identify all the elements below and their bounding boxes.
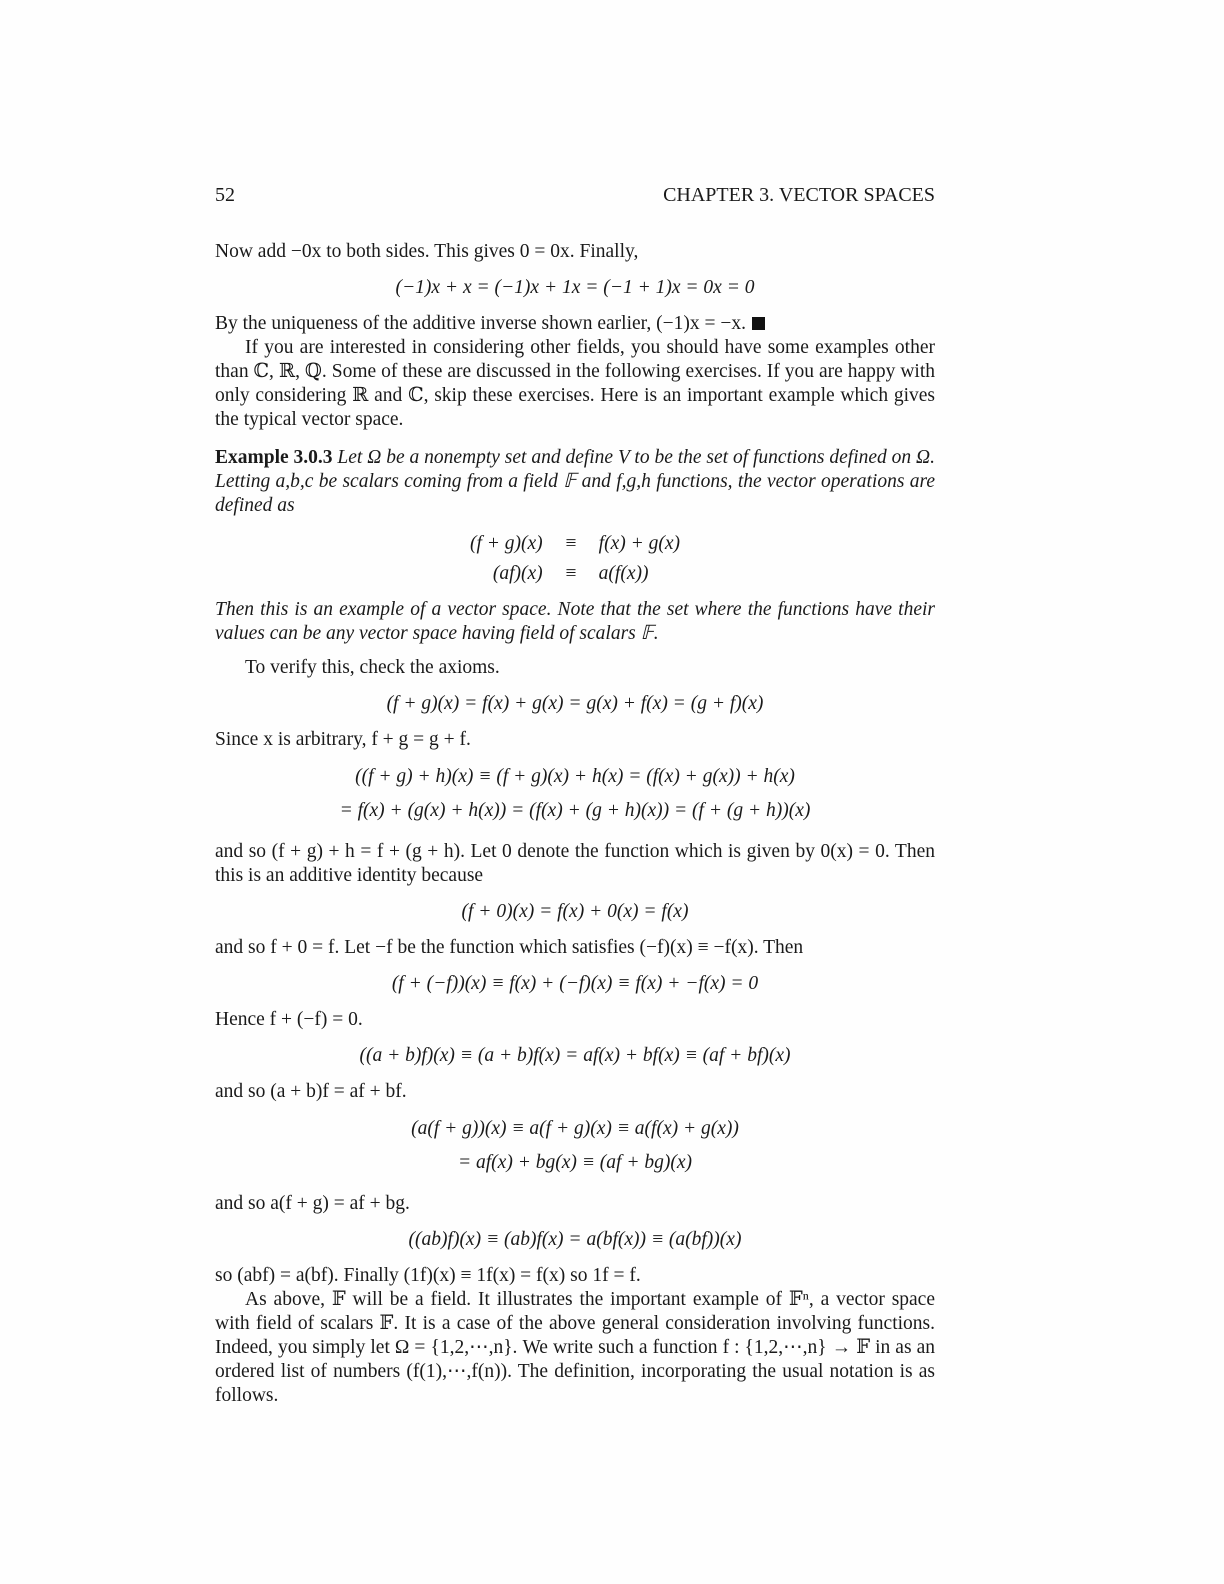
equation-row: (a(f + g))(x) ≡ a(f + g)(x) ≡ a(f(x) + g(x)) xyxy=(411,1118,739,1139)
body-text xyxy=(215,240,935,1408)
proof-end-text: By the uniqueness of the additive inverse shown earlier, (−1)x = −x. xyxy=(215,313,746,334)
qed-icon xyxy=(752,317,765,330)
text-line: so (abf) = a(bf). Finally (1f)(x) ≡ 1f(x) = f(x) so 1f = f. xyxy=(215,1265,641,1286)
example-label: Example 3.0.3 xyxy=(215,447,333,468)
example-conclusion: Then this is an example of a vector space. Note that the set where the functions have their values can be any vector space having field of scalars 𝔽. xyxy=(215,599,935,644)
definition-equations xyxy=(455,532,695,586)
equation: ((ab)f)(x) ≡ (ab)f(x) = a(bf(x)) ≡ (a(bf))(x) xyxy=(408,1229,742,1250)
text-line: Hence f + (−f) = 0. xyxy=(215,1009,363,1030)
paragraph: If you are interested in considering other fields, you should have some examples other than ℂ, ℝ, ℚ. Some of these are discussed in the following exercises. If you are happy with only considering ℝ and ℂ, skip these exercises. Here is an important example which gives the typical vector space. xyxy=(215,337,935,430)
text-line: and so (a + b)f = af + bf. xyxy=(215,1081,407,1102)
equation-multiline xyxy=(215,1112,935,1180)
def-lhs: (af)(x) xyxy=(492,563,543,584)
equation-row: = af(x) + bg(x) ≡ (af + bg)(x) xyxy=(457,1152,692,1173)
paragraph: As above, 𝔽 will be a field. It illustrates the important example of 𝔽ⁿ, a vector space with field of scalars 𝔽. It is a case of the above general consideration involving functions. Indeed, you simply let Ω = {1,2,⋯,n}. We write such a function f : {1,2,⋯,n} → 𝔽 in as an ordered list of numbers (f(1),⋯,f(n)). The definition, incorporating the usual notation is as follows. xyxy=(215,1289,935,1406)
text-line: and so a(f + g) = af + bg. xyxy=(215,1193,410,1214)
equation: (f + g)(x) = f(x) + g(x) = g(x) + f(x) = (g + f)(x) xyxy=(386,693,764,714)
equation: (f + 0)(x) = f(x) + 0(x) = f(x) xyxy=(461,901,689,922)
text-line: Now add −0x to both sides. This gives 0 = 0x. Finally, xyxy=(215,241,639,262)
equation-multiline xyxy=(215,760,935,828)
equation: (−1)x + x = (−1)x + 1x = (−1 + 1)x = 0x = 0 xyxy=(395,277,755,298)
text-line: Since x is arbitrary, f + g = g + f. xyxy=(215,729,471,750)
text-line: To verify this, check the axioms. xyxy=(245,657,500,678)
example-text: Let Ω be a nonempty set and define V to be the set of functions defined on Ω. Letting a,b,c be scalars coming from a field 𝔽 and f,g,h functions, the vector operations are defined as xyxy=(215,447,935,516)
def-equiv: ≡ xyxy=(564,533,578,554)
equation-row: = f(x) + (g(x) + h(x)) = (f(x) + (g + h)(x)) = (f + (g + h))(x) xyxy=(339,800,811,821)
example-block xyxy=(215,446,935,518)
page-number: 52 xyxy=(215,184,235,206)
chapter-title: CHAPTER 3. VECTOR SPACES xyxy=(663,184,935,206)
text-line xyxy=(215,312,935,336)
def-rhs: f(x) + g(x) xyxy=(598,533,681,554)
equation-row: ((f + g) + h)(x) ≡ (f + g)(x) + h(x) = (f(x) + g(x)) + h(x) xyxy=(355,766,795,787)
def-equiv: ≡ xyxy=(564,563,578,584)
paragraph: and so (f + g) + h = f + (g + h). Let 0 denote the function which is given by 0(x) = 0. Then this is an additive identity because xyxy=(215,841,935,886)
equation: ((a + b)f)(x) ≡ (a + b)f(x) = af(x) + bf(x) ≡ (af + bf)(x) xyxy=(359,1045,791,1066)
running-header xyxy=(215,184,935,207)
text-line: and so f + 0 = f. Let −f be the function which satisfies (−f)(x) ≡ −f(x). Then xyxy=(215,937,804,958)
def-lhs: (f + g)(x) xyxy=(469,533,543,554)
def-rhs: a(f(x)) xyxy=(598,563,649,584)
equation: (f + (−f))(x) ≡ f(x) + (−f)(x) ≡ f(x) + −f(x) = 0 xyxy=(391,973,759,994)
